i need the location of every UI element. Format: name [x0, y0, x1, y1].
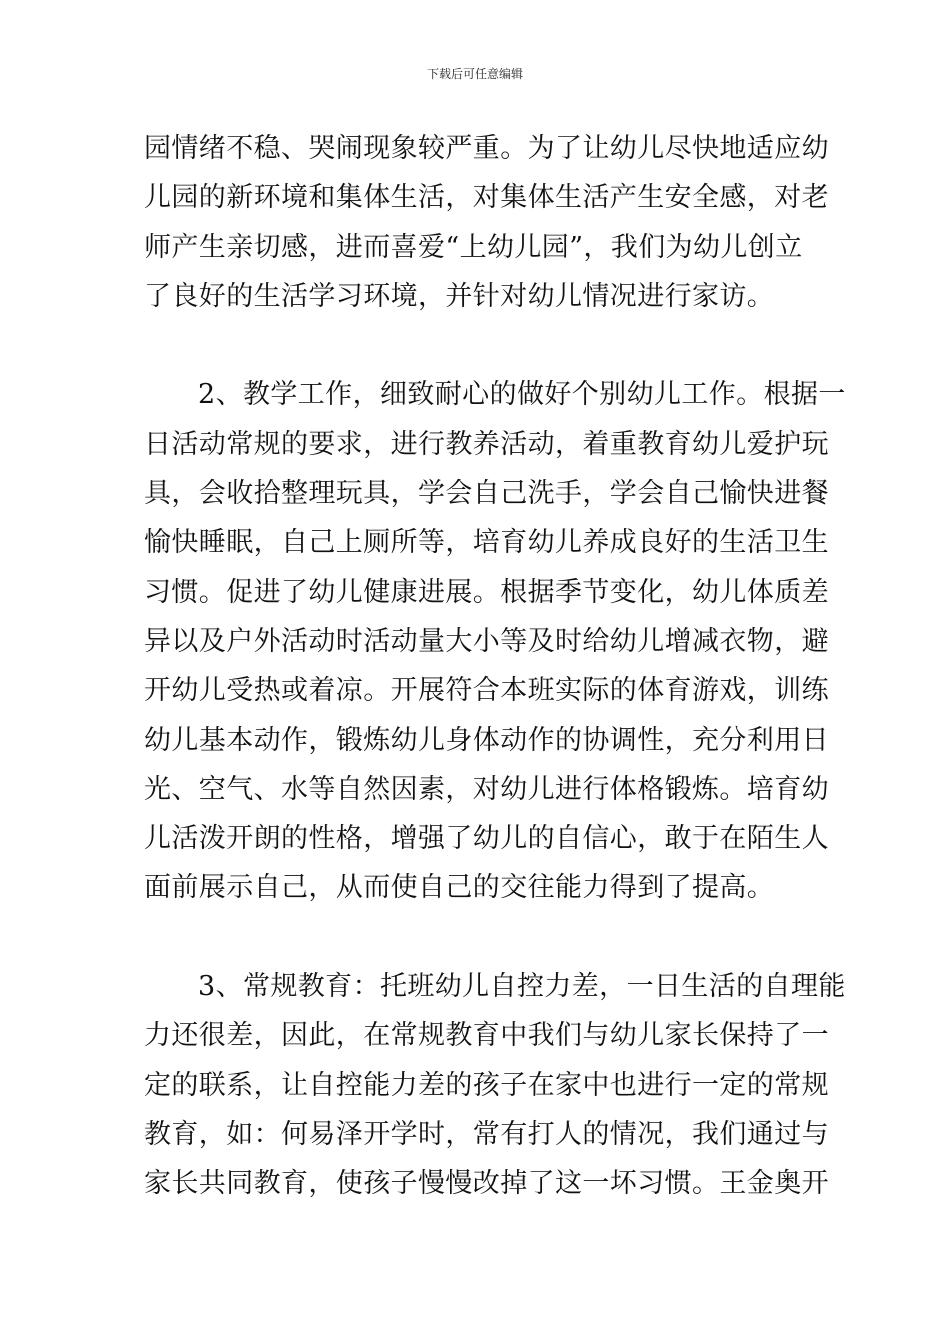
- text-line: 日活动常规的要求，进行教养活动，着重教育幼儿爱护玩: [144, 428, 829, 460]
- text-line: 光、空气、水等自然因素，对幼儿进行体格锻炼。培育幼: [144, 773, 829, 805]
- text-line: 幼儿基本动作，锻炼幼儿身体动作的协调性，充分利用日: [144, 724, 829, 756]
- text-line: 师产生亲切感，进而喜爱“上幼儿园”，我们为幼儿创立: [144, 231, 803, 263]
- document-body: [144, 124, 846, 1258]
- text-line: 2、教学工作，细致耐心的做好个别幼儿工作。根据一: [198, 379, 846, 411]
- text-line: 愉快睡眠，自己上厕所等，培育幼儿养成良好的生活卫生: [144, 527, 829, 559]
- paragraph-1: [144, 124, 829, 321]
- text-line: 异以及户外活动时活动量大小等及时给幼儿增减衣物，避: [144, 625, 829, 657]
- paragraph-3: [144, 962, 846, 1208]
- text-line: 3、常规教育：托班幼儿自控力差，一日生活的自理能: [198, 971, 846, 1003]
- text-line: 习惯。促进了幼儿健康进展。根据季节变化，幼儿体质差: [144, 576, 829, 608]
- paragraph-2: [144, 370, 846, 912]
- text-line: 园情绪不稳、哭闹现象较严重。为了让幼儿尽快地适应幼: [144, 133, 829, 164]
- text-line: 面前展示自己，从而使自己的交往能力得到了提高。: [144, 872, 775, 904]
- text-line: 定的联系，让自控能力差的孩子在家中也进行一定的常规: [144, 1069, 829, 1101]
- text-line: 开幼儿受热或着凉。开展符合本班实际的体育游戏，训练: [144, 675, 829, 707]
- text-line: 儿园的新环境和集体生活，对集体生活产生安全感，对老: [144, 182, 829, 214]
- text-line: 儿活泼开朗的性格，增强了幼儿的自信心，敢于在陌生人: [144, 823, 829, 855]
- page-header-note: 下载后可任意编辑: [426, 67, 523, 81]
- text-line: 力还很差，因此，在常规教育中我们与幼儿家长保持了一: [144, 1020, 829, 1052]
- text-line: 家长共同教育，使孩子慢慢改掉了这一坏习惯。王金奥开: [144, 1168, 829, 1200]
- text-line: 了良好的生活学习环境，并针对幼儿情况进行家访。: [144, 280, 775, 312]
- text-line: 具，会收拾整理玩具，学会自己洗手，学会自己愉快进餐: [144, 478, 829, 510]
- text-line: 教育，如：何易泽开学时，常有打人的情况，我们通过与: [144, 1118, 829, 1150]
